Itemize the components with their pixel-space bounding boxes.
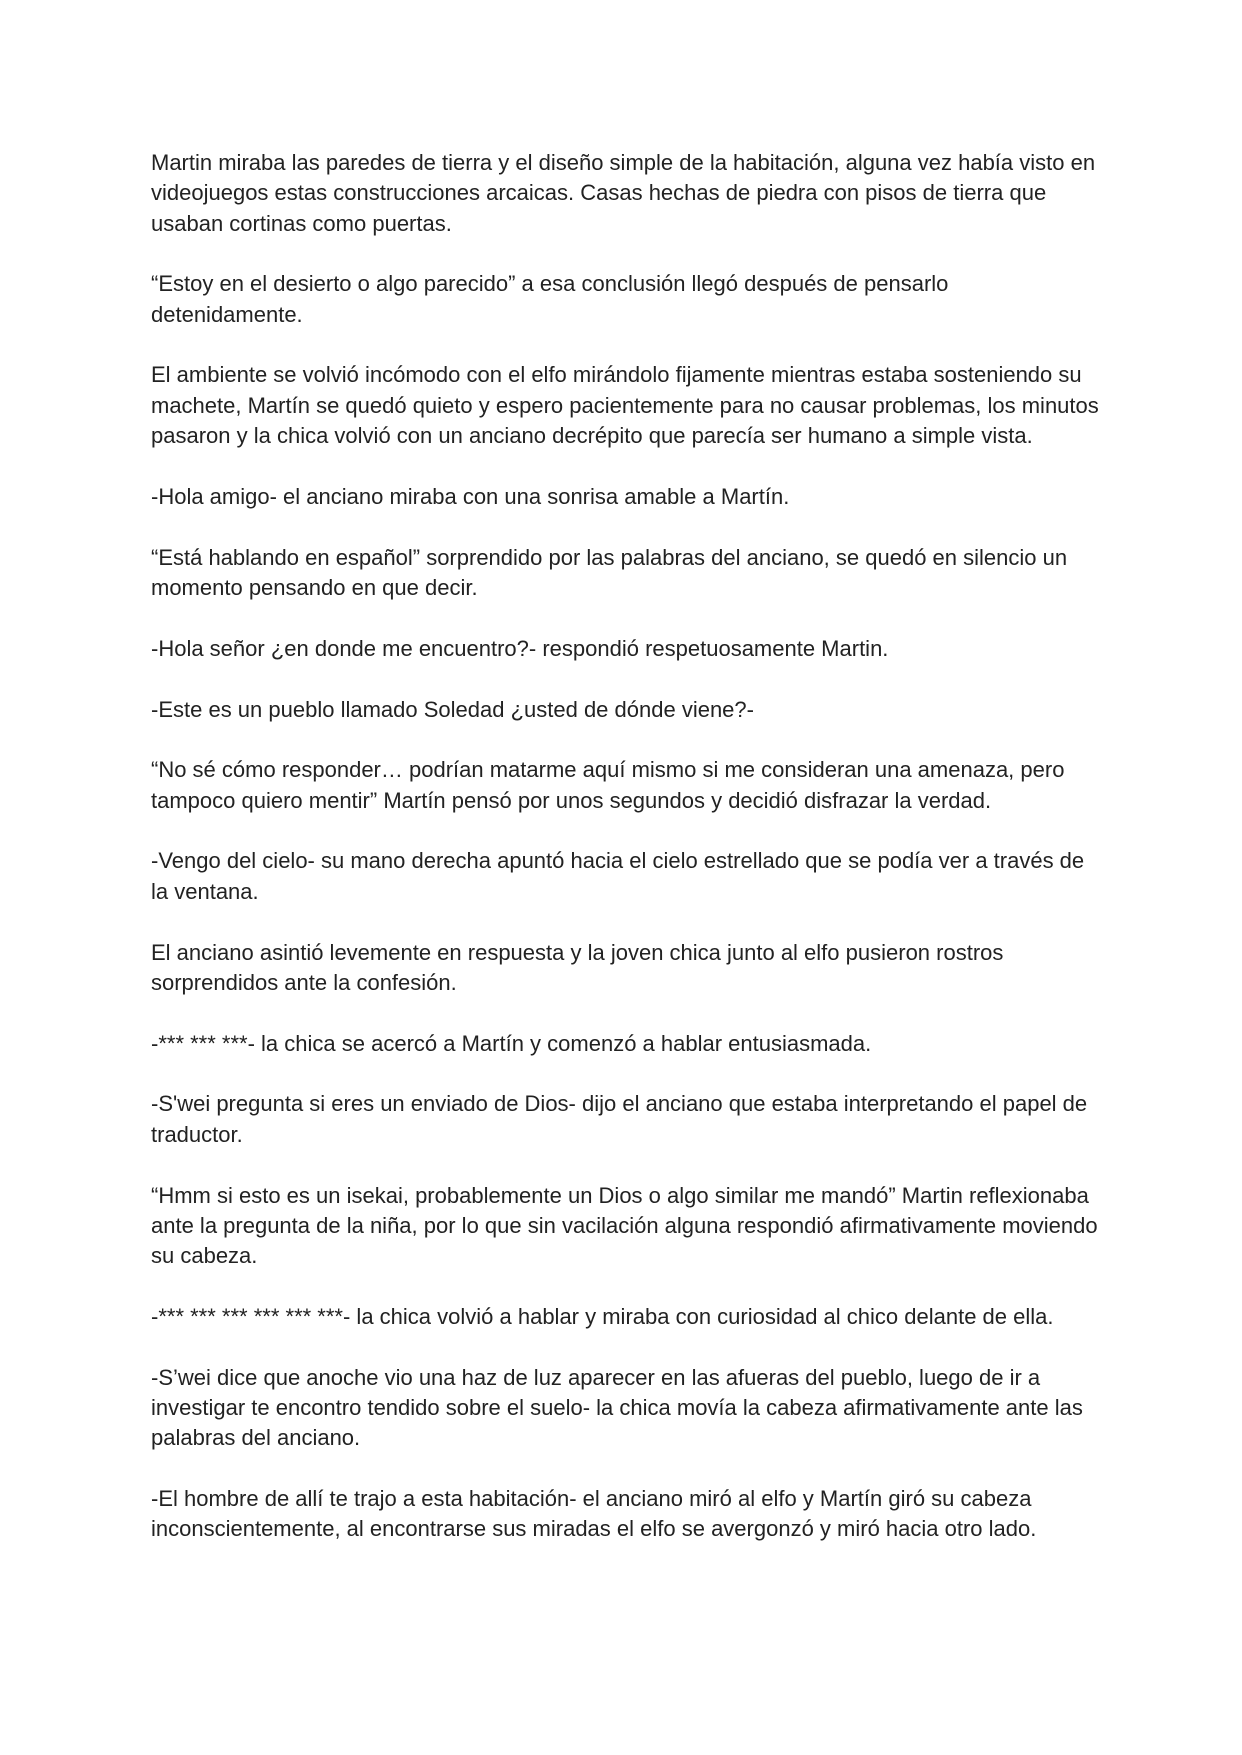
paragraph: Martin miraba las paredes de tierra y el diseño simple de la habitación, alguna vez había visto en videojuegos estas construcciones arcaicas. Casas hechas de piedra con pisos de tierra que usaban cortinas como puertas. — [151, 150, 1096, 236]
paragraph: “Estoy en el desierto o algo parecido” a esa conclusión llegó después de pensarlo detenidamente. — [151, 271, 949, 327]
paragraph: -S’wei dice que anoche vio una haz de luz aparecer en las afueras del pueblo, luego de ir a investigar te encontro tendido sobre el suelo- la chica movía la cabeza afirmativamente ante las palabras del anciano. — [151, 1364, 1083, 1451]
paragraph: -Vengo del cielo- su mano derecha apuntó hacia el cielo estrellado que se podía ver a través de la ventana. — [151, 848, 1085, 904]
paragraph: El anciano asintió levemente en respuesta y la joven chica junto al elfo pusieron rostros sorprendidos ante la confesión. — [151, 939, 1004, 995]
paragraph: -S'wei pregunta si eres un enviado de Dios- dijo el anciano que estaba interpretando el papel de traductor. — [151, 1091, 1088, 1147]
paragraph: -El hombre de allí te trajo a esta habitación- el anciano miró al elfo y Martín giró su cabeza inconscientemente, al encontrarse sus miradas el elfo se avergonzó y miró hacia otro lado. — [151, 1486, 1037, 1542]
paragraph: “Está hablando en español” sorprendido por las palabras del anciano, se quedó en silencio un momento pensando en que decir. — [151, 544, 1068, 600]
paragraph: El ambiente se volvió incómodo con el elfo mirándolo fijamente mientras estaba sosteniendo su machete, Martín se quedó quieto y espero pacientemente para no causar problemas, los minutos pasaron y la chica volvió con un anciano decrépito que parecía ser humano a simple vista. — [151, 362, 1099, 449]
paragraph: -Hola señor ¿en donde me encuentro?- respondió respetuosamente Martin. — [151, 635, 889, 661]
document-body — [151, 148, 1101, 1575]
paragraph: -*** *** *** *** *** ***- la chica volvió a hablar y miraba con curiosidad al chico delante de ella. — [151, 1303, 1054, 1329]
paragraph: -Este es un pueblo llamado Soledad ¿usted de dónde viene?- — [151, 696, 754, 722]
paragraph: -Hola amigo- el anciano miraba con una sonrisa amable a Martín. — [151, 483, 790, 509]
paragraph: “No sé cómo responder… podrían matarme aquí mismo si me consideran una amenaza, pero tampoco quiero mentir” Martín pensó por unos segundos y decidió disfrazar la verdad. — [151, 757, 1065, 813]
paragraph: “Hmm si esto es un isekai, probablemente un Dios o algo similar me mandó” Martin reflexionaba ante la pregunta de la niña, por lo que sin vacilación alguna respondió afirmativamente moviendo su cabeza. — [151, 1182, 1098, 1269]
paragraph: -*** *** ***- la chica se acercó a Martín y comenzó a hablar entusiasmada. — [151, 1030, 872, 1056]
